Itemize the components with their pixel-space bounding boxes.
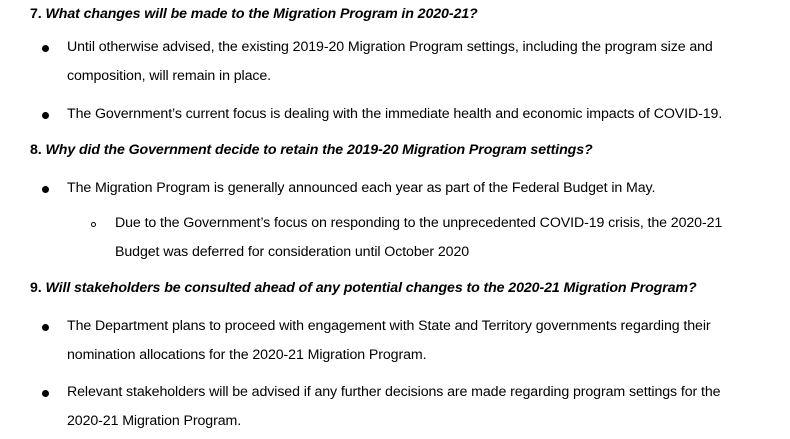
sub-bullet-icon (91, 222, 96, 227)
question-number: 7. (30, 6, 42, 22)
question-number: 8. (30, 142, 42, 158)
bullet-line: The Government’s current focus is dealing with the immediate health and economic impacts of COVID-19. (67, 106, 723, 122)
sub-bullet-line: Budget was deferred for consideration until October 2020 (115, 244, 470, 260)
bullet-line: composition, will remain in place. (67, 68, 271, 84)
bullet-icon (42, 390, 49, 397)
question-9-heading (30, 280, 697, 296)
bullet-icon (42, 45, 49, 52)
question-8-heading (30, 142, 593, 158)
question-text: What changes will be made to the Migration Program in 2020-21? (45, 6, 478, 22)
question-text: Why did the Government decide to retain the 2019-20 Migration Program settings? (45, 142, 593, 158)
bullet-line: The Department plans to proceed with engagement with State and Territory governments regarding their (67, 318, 711, 334)
bullet-line: 2020-21 Migration Program. (67, 413, 242, 429)
bullet-line: Relevant stakeholders will be advised if any further decisions are made regarding program settings for the (67, 384, 721, 400)
bullet-line: nomination allocations for the 2020-21 Migration Program. (67, 347, 427, 363)
bullet-line: Until otherwise advised, the existing 2019-20 Migration Program settings, including the program size and (67, 39, 713, 55)
question-text: Will stakeholders be consulted ahead of any potential changes to the 2020-21 Migration Program? (45, 280, 697, 296)
sub-bullet-line: Due to the Government’s focus on responding to the unprecedented COVID-19 crisis, the 2020-21 (115, 215, 723, 231)
question-7-heading (30, 6, 478, 22)
bullet-icon (42, 186, 49, 193)
bullet-icon (42, 324, 49, 331)
bullet-icon (42, 112, 49, 119)
bullet-line: The Migration Program is generally announced each year as part of the Federal Budget in May. (67, 180, 656, 196)
question-number: 9. (30, 280, 42, 296)
